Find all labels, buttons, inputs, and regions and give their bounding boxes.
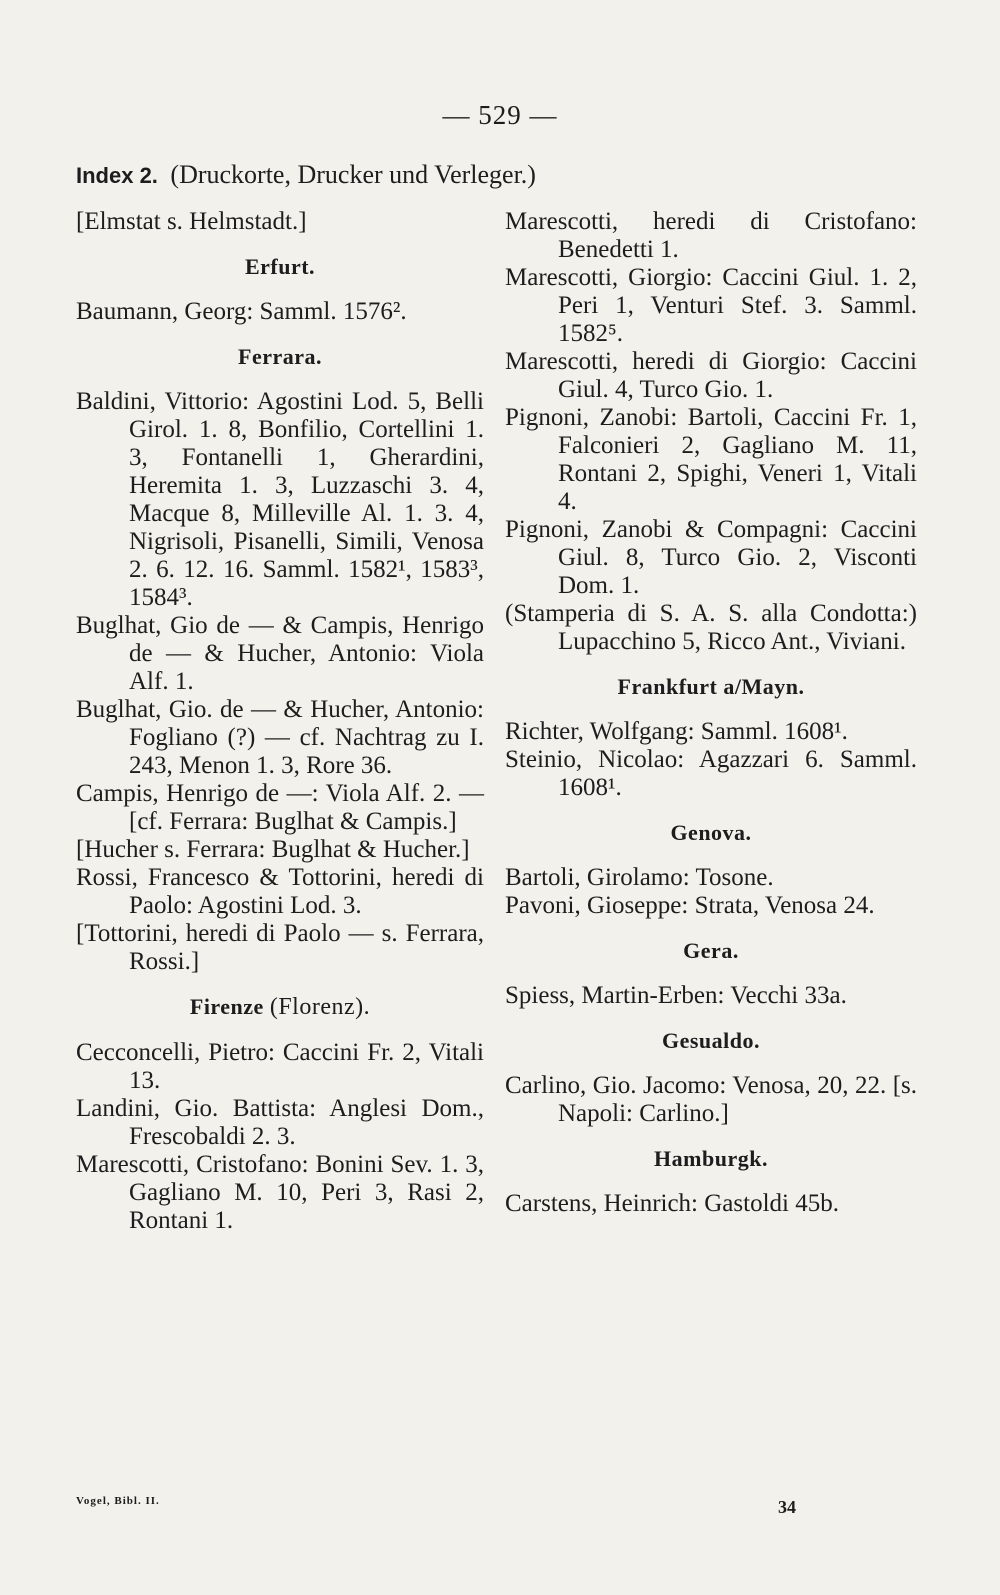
section-title-text: Gera. — [683, 938, 739, 963]
index-entry: Marescotti, Giorgio: Caccini Giul. 1. 2, Peri 1, Venturi Stef. 3. Samml. 1582⁵. — [505, 264, 917, 347]
section-title — [505, 674, 917, 700]
section-title-text: Ferrara. — [238, 344, 322, 369]
index-entry: Marescotti, heredi di Cristofano: Benedetti 1. — [505, 208, 917, 263]
section-title-text: Gesualdo. — [661, 1028, 761, 1053]
section-title — [76, 254, 484, 280]
index-entry: Carlino, Gio. Jacomo: Venosa, 20, 22. [s. Napoli: Carlino.] — [505, 1072, 917, 1127]
section-title-text: Firenze — [189, 994, 264, 1019]
index-entry: [Tottorini, heredi di Paolo — s. Ferrara, Rossi.] — [76, 920, 484, 975]
index-entry: Bartoli, Girolamo: Tosone. — [505, 864, 774, 891]
index-entry: Richter, Wolfgang: Samml. 1608¹. — [505, 718, 848, 745]
section-title-text: Hamburgk. — [654, 1146, 768, 1171]
left-column — [76, 208, 484, 1235]
page-number: — 529 — — [442, 100, 558, 130]
index-header — [76, 160, 536, 190]
index-entry: (Stamperia di S. A. S. alla Condotta:) Lupacchino 5, Ricco Ant., Viviani. — [505, 600, 917, 655]
index-entry: [Hucher s. Ferrara: Buglhat & Hucher.] — [76, 836, 470, 863]
index-entry: Spiess, Martin-Erben: Vecchi 33a. — [505, 982, 847, 1009]
section-title-text: Genova. — [670, 820, 752, 845]
section-title — [76, 344, 484, 370]
index-entry: Pignoni, Zanobi: Bartoli, Caccini Fr. 1, Falconieri 2, Gagliano M. 11, Rontani 2, Spighi, Veneri 1, Vitali 4. — [505, 404, 917, 515]
index-entry: Steinio, Nicolao: Agazzari 6. Samml. 1608¹. — [505, 746, 917, 801]
footer-sheet-number: 34 — [778, 1497, 796, 1517]
index-entry: Pavoni, Gioseppe: Strata, Venosa 24. — [505, 892, 875, 919]
index-entry: Cecconcelli, Pietro: Caccini Fr. 2, Vitali 13. — [76, 1039, 484, 1094]
section-title — [505, 938, 917, 964]
index-subtitle: (Druckorte, Drucker und Verleger.) — [170, 160, 536, 189]
index-entry: Marescotti, Cristofano: Bonini Sev. 1. 3, Gagliano M. 10, Peri 3, Rasi 2, Rontani 1. — [76, 1151, 484, 1234]
index-entry: Pignoni, Zanobi & Compagni: Caccini Giul. 8, Turco Gio. 2, Visconti Dom. 1. — [505, 516, 917, 599]
index-entry: Marescotti, heredi di Giorgio: Caccini Giul. 4, Turco Gio. 1. — [505, 348, 917, 403]
section-title — [505, 1146, 917, 1172]
section-title-text: Frankfurt a/Mayn. — [617, 674, 805, 699]
index-entry: [Elmstat s. Helmstadt.] — [76, 208, 307, 235]
section-title — [505, 820, 917, 846]
right-column — [505, 208, 917, 1218]
section-title-text: Erfurt. — [244, 254, 316, 279]
index-entry: Rossi, Francesco & Tottorini, heredi di Paolo: Agostini Lod. 3. — [76, 864, 484, 919]
index-label: Index 2. — [76, 163, 158, 188]
index-entry: Baumann, Georg: Samml. 1576². — [76, 298, 407, 325]
section-title — [76, 994, 484, 1021]
section-title-note: (Florenz). — [269, 994, 371, 1020]
index-entry: Baldini, Vittorio: Agostini Lod. 5, Belli Girol. 1. 8, Bonfilio, Cortellini 1. 3, Fontanelli 1, Gherardini, Heremita 1. 3, Luzzaschi 3. 4, Macque 8, Milleville Al. 1. 3. 4, Nigrisoli, Pisanelli, Simili, Venosa 2. 6. 12. 16. Samml. 1582¹, 1583³, 1584³. — [76, 388, 484, 611]
index-entry: Campis, Henrigo de —: Viola Alf. 2. — [cf. Ferrara: Buglhat & Campis.] — [76, 780, 484, 835]
index-entry: Landini, Gio. Battista: Anglesi Dom., Frescobaldi 2. 3. — [76, 1095, 484, 1150]
index-entry: Buglhat, Gio. de — & Hucher, Antonio: Fogliano (?) — cf. Nachtrag zu I. 243, Menon 1. 3, Rore 36. — [76, 696, 484, 779]
section-title — [505, 1028, 917, 1054]
index-entry: Carstens, Heinrich: Gastoldi 45b. — [505, 1190, 839, 1217]
footer-signature: Vogel, Bibl. II. — [76, 1495, 160, 1507]
index-entry: Buglhat, Gio de — & Campis, Henrigo de — & Hucher, Antonio: Viola Alf. 1. — [76, 612, 484, 695]
